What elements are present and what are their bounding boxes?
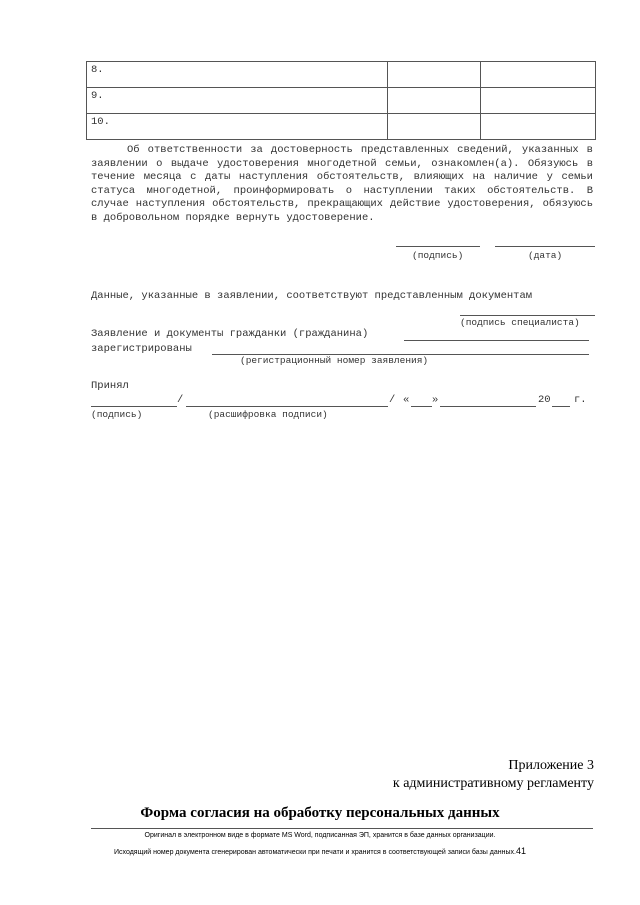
footer-line-2: Исходящий номер документа сгенерирован автоматически при печати и хранится в соответствующей записи базы данных.41 [114, 846, 526, 856]
year-line [552, 406, 570, 407]
table-cell [481, 88, 596, 114]
date-caption: (дата) [528, 250, 563, 261]
year-suffix: г. [574, 394, 587, 406]
table-row [87, 62, 596, 88]
registration-line-2: зарегистрированы [91, 343, 192, 355]
slash: / [389, 394, 396, 406]
form-title: Форма согласия на обработку персональных данных [140, 805, 500, 821]
table-row [87, 114, 596, 140]
accepted-label: Принял [91, 380, 129, 392]
responsibility-paragraph: Об ответственности за достоверность представленных сведений, указанных в заявлении о выдаче удостоверения многодетной семьи, ознакомлен(а). Обязуюсь в течение месяца с даты наступления обстоятельств, влияющих на наличие у семьи статуса многодетной, проинформировать о наступлении таких обстоятельств. В случае наступления обстоятельств, прекращающих действие удостоверения, обязуюсь в добровольном порядке вернуть удостоверение. [91, 144, 593, 224]
row-number: 10. [91, 116, 110, 128]
appendix-heading [393, 757, 594, 793]
table-cell [388, 62, 481, 88]
accepted-signature-caption: (подпись) [91, 409, 143, 420]
appendix-line-2: к административному регламенту [392, 776, 594, 791]
month-line [440, 406, 536, 407]
date-line [495, 246, 595, 247]
day-line [411, 406, 432, 407]
accepted-signature-line [91, 406, 177, 407]
applicant-name-line [404, 340, 589, 341]
accepted-decode-caption: (расшифровка подписи) [208, 409, 328, 420]
table-cell [388, 114, 481, 140]
year-prefix: 20 [538, 394, 551, 406]
family-members-table [86, 61, 596, 140]
signature-caption: (подпись) [412, 250, 464, 261]
quote-open: « [403, 394, 410, 406]
row-number: 9. [91, 90, 104, 102]
appendix-line-1: Приложение 3 [508, 758, 594, 773]
row-number: 8. [91, 64, 104, 76]
table-cell [481, 62, 596, 88]
accepted-name-line [186, 406, 388, 407]
page-number: 41 [515, 846, 526, 856]
table-cell [481, 114, 596, 140]
table-cell [388, 88, 481, 114]
verification-text: Данные, указанные в заявлении, соответствуют представленным документам [91, 290, 533, 302]
footer-divider [91, 828, 593, 829]
specialist-signature-caption: (подпись специалиста) [460, 317, 580, 328]
quote-close: » [432, 394, 439, 406]
signature-line [396, 246, 480, 247]
specialist-signature-line [460, 315, 595, 316]
registration-number-caption: (регистрационный номер заявления) [240, 355, 429, 366]
slash: / [177, 394, 184, 406]
registration-line-1: Заявление и документы гражданки (гражданина) [91, 328, 369, 340]
table-row [87, 88, 596, 114]
footer-line-1: Оригинал в электронном виде в формате MS Word, подписанная ЭП, хранится в базе данных организации. [144, 832, 496, 839]
